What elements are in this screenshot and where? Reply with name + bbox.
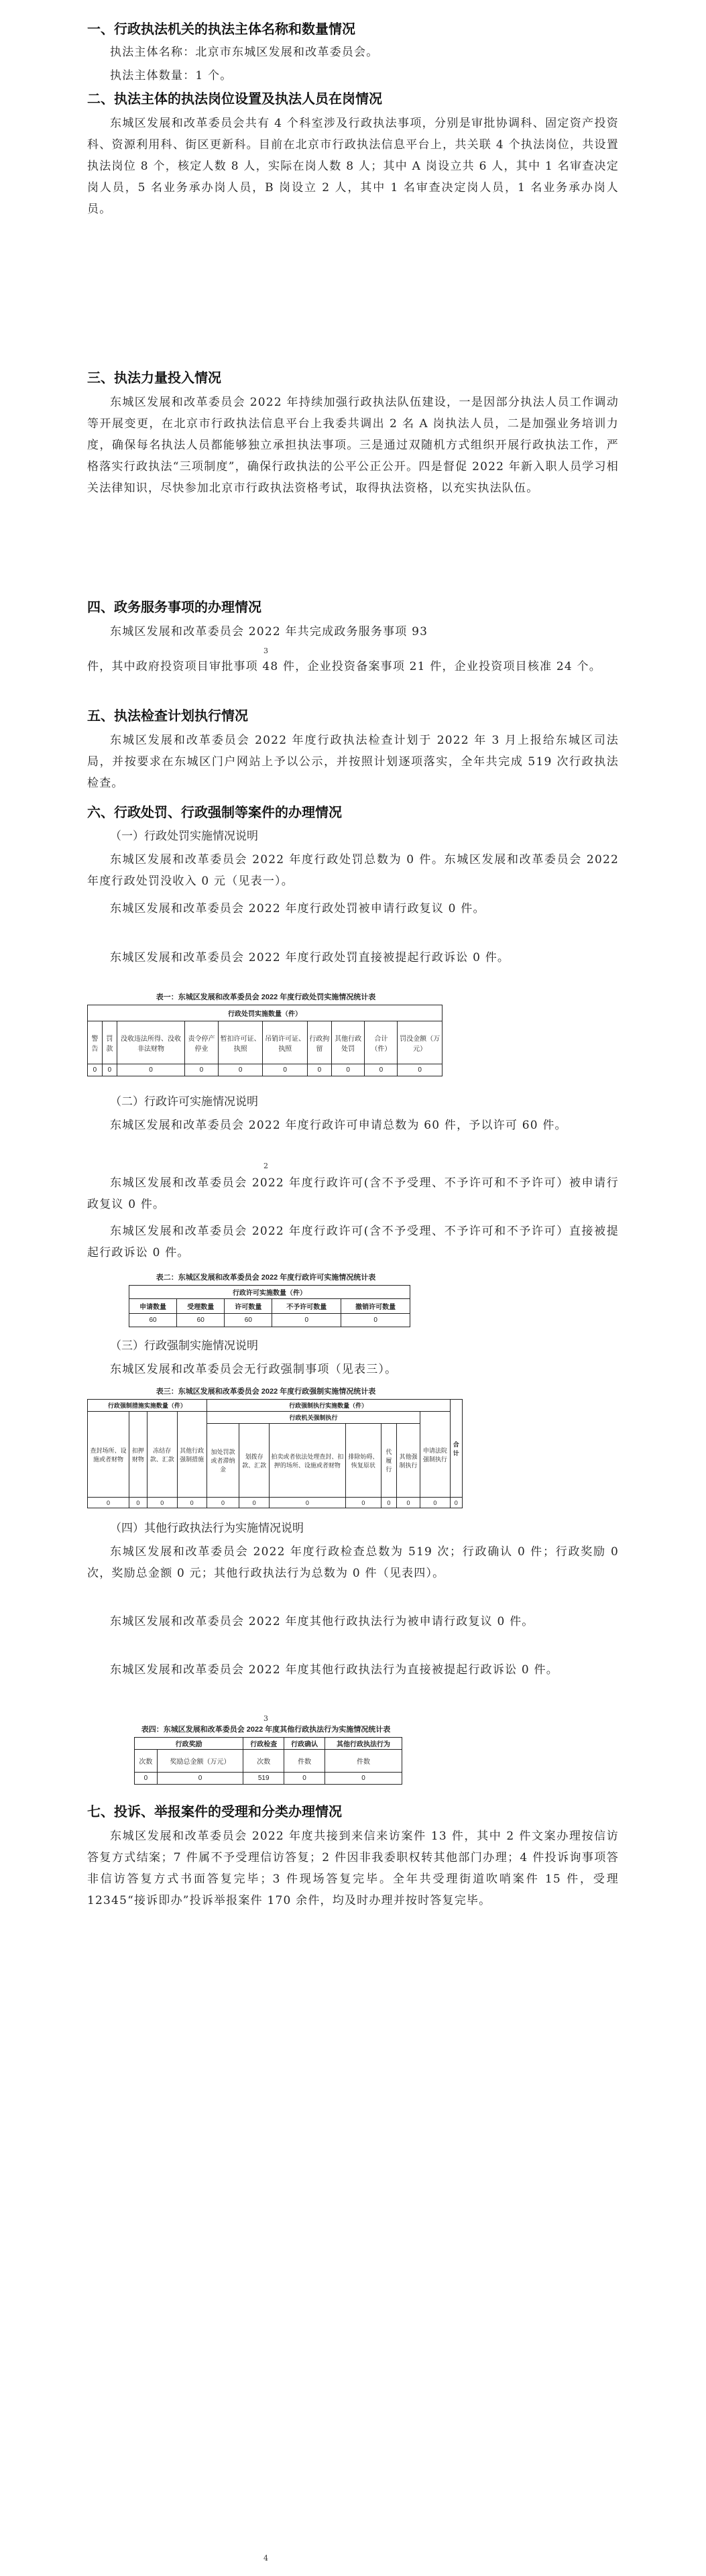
table-3-total-header: 合计 — [450, 1400, 462, 1498]
section-6-heading: 六、行政处罚、行政强制等案件的办理情况 — [87, 804, 342, 820]
table-3-cell: 0 — [207, 1498, 239, 1508]
table-1-cell: 0 — [88, 1064, 103, 1076]
table-1-col-header: 合计（件） — [365, 1021, 398, 1064]
table-2-cell: 60 — [129, 1314, 177, 1327]
table-4-subheader: 奖励总金额（万元） — [157, 1750, 243, 1773]
table-3-cell: 0 — [450, 1498, 462, 1508]
section-6-paragraph-10: 东城区发展和改革委员会 2022 年度其他行政执法行为直接被提起行政诉讼 0 件。 — [110, 1663, 558, 1677]
table-3-apply-header: 申请法院强制执行 — [420, 1412, 450, 1498]
table-4-subheader: 次数 — [243, 1750, 284, 1773]
table-1-caption: 表一：东城区发展和改革委员会 2022 年度行政处罚实施情况统计表 — [156, 993, 376, 1001]
table-2-group-header: 行政许可实施数量（件） — [129, 1286, 410, 1299]
table-1-cell: 0 — [307, 1064, 331, 1076]
table-1-col-header: 没收违法所得、没收非法财物 — [117, 1021, 184, 1064]
table-2-cell: 60 — [177, 1314, 225, 1327]
table-3-col-header: 加处罚款或者滞纳金 — [207, 1424, 239, 1498]
section-6-paragraph-9: 东城区发展和改革委员会 2022 年度其他行政执法行为被申请行政复议 0 件。 — [110, 1615, 534, 1628]
table-4-other — [134, 1737, 402, 1785]
section-6-paragraph-3: 东城区发展和改革委员会 2022 年度行政处罚直接被提起行政诉讼 0 件。 — [110, 951, 510, 964]
table-3-col-header: 扣押财物 — [129, 1412, 147, 1498]
section-4-paragraph-1: 东城区发展和改革委员会 2022 年共完成政务服务事项 93 — [110, 625, 428, 638]
table-3-col-header: 划拨存款、汇款 — [239, 1424, 270, 1498]
table-1-col-header: 罚没金额（万元） — [398, 1021, 443, 1064]
table-2-caption: 表二：东城区发展和改革委员会 2022 年度行政许可实施情况统计表 — [156, 1274, 376, 1282]
section-1-paragraph-2: 执法主体数量：1 个。 — [110, 69, 233, 82]
table-3-col-header: 排除妨碍、恢复原状 — [345, 1424, 381, 1498]
section-2-paragraph-1: 东城区发展和改革委员会共有 4 个科室涉及行政执法事项，分别是审批协调科、固定资产投资科、资源利用科、街区更新科。目前在北京市行政执法信息平台上，共关联 4 个执法岗位，共设置执法岗位 8 个，核定人数 8 人，实际在岗人数 8 人；其中 A 岗设立共 6 人，其中 1 名审查决定岗人员，5 名业务承办岗人员，B 岗设立 2 人，其中 1 名审查决定岗人员，1 名业务承办岗人员。 — [87, 117, 619, 216]
table-1-cell: 0 — [331, 1064, 365, 1076]
table-3-cell: 0 — [269, 1498, 345, 1508]
table-1-cell: 0 — [185, 1064, 219, 1076]
table-1-cell: 0 — [218, 1064, 263, 1076]
table-4-subheader: 次数 — [135, 1750, 158, 1773]
table-3-col-header: 查封场所、设施或者财物 — [88, 1412, 129, 1498]
table-2-cell: 0 — [272, 1314, 341, 1327]
table-1-col-header: 其他行政处罚 — [331, 1021, 365, 1064]
table-3-group-b: 行政强制执行实施数量（件） — [207, 1400, 450, 1412]
subsection-penalty-title: （一）行政处罚实施情况说明 — [110, 830, 258, 843]
table-4-caption: 表四：东城区发展和改革委员会 2022 年度其他行政执法行为实施情况统计表 — [141, 1726, 391, 1734]
table-3-cell: 0 — [177, 1498, 207, 1508]
page-number: 2 — [263, 1162, 268, 1170]
section-6-paragraph-6: 东城区发展和改革委员会 2022 年度行政许可(含不予受理、不予许可和不予许可）直接被提起行政诉讼 0 件。 — [87, 1225, 619, 1259]
table-4-cell: 0 — [325, 1773, 402, 1785]
table-2-col-header: 申请数量 — [129, 1299, 177, 1314]
page-number: 3 — [263, 1714, 268, 1723]
table-2-cell: 0 — [341, 1314, 410, 1327]
section-6-paragraph-4: 东城区发展和改革委员会 2022 年度行政许可申请总数为 60 件，予以许可 60 件。 — [110, 1119, 567, 1132]
section-1-paragraph-1: 执法主体名称：北京市东城区发展和改革委员会。 — [110, 46, 379, 59]
table-4-cell: 519 — [243, 1773, 284, 1785]
table-3-col-header: 其他强制执行 — [396, 1424, 420, 1498]
table-2-col-header: 不予许可数量 — [272, 1299, 341, 1314]
section-5-heading: 五、执法检查计划执行情况 — [87, 708, 248, 724]
table-3-caption: 表三：东城区发展和改革委员会 2022 年度行政强制实施情况统计表 — [156, 1388, 376, 1396]
table-3-col-header: 拍卖或者依法处理查封、扣押的场所、设施或者财物 — [269, 1424, 345, 1498]
table-4-subheader: 件数 — [325, 1750, 402, 1773]
table-1-col-header: 行政拘留 — [307, 1021, 331, 1064]
table-2-col-header: 受理数量 — [177, 1299, 225, 1314]
table-1-col-header: 吊销许可证、执照 — [263, 1021, 308, 1064]
section-2-heading: 二、执法主体的执法岗位设置及执法人员在岗情况 — [87, 91, 382, 107]
table-2-col-header: 撤销许可数量 — [341, 1299, 410, 1314]
table-1-col-header: 责令停产停业 — [185, 1021, 219, 1064]
section-6-paragraph-8: 东城区发展和改革委员会 2022 年度行政检查总数为 519 次；行政确认 0 件；行政奖励 0 次，奖励总金额 0 元；其他行政执法行为总数为 0 件（见表四）。 — [87, 1545, 619, 1580]
table-1-cell: 0 — [117, 1064, 184, 1076]
table-2-col-header: 许可数量 — [225, 1299, 272, 1314]
subsection-license-title: （二）行政许可实施情况说明 — [110, 1095, 258, 1109]
table-3-group-a: 行政强制措施实施数量（件） — [88, 1400, 207, 1412]
table-1-cell: 0 — [102, 1064, 117, 1076]
subsection-enforcement-title: （三）行政强制实施情况说明 — [110, 1339, 258, 1353]
section-6-paragraph-1: 东城区发展和改革委员会 2022 年度行政处罚总数为 0 件。东城区发展和改革委员会 2022 年度行政处罚没收入 0 元（见表一）。 — [87, 853, 619, 888]
table-1-cell: 0 — [263, 1064, 308, 1076]
table-3-cell: 0 — [381, 1498, 397, 1508]
table-1-cell: 0 — [365, 1064, 398, 1076]
table-3-cell: 0 — [420, 1498, 450, 1508]
section-7-paragraph-1: 东城区发展和改革委员会 2022 年度共接到来信来访案件 13 件，其中 2 件文案办理按信访答复方式结案；7 件属不予受理信访答复；2 件因非我委职权转其他部门办理；4 件投诉询事项答非信访答复方式书面答复完毕；3 件现场答复完毕。全年共受理街道吹哨案件 15 件，受理 12345“接诉即办”投诉举报案件 170 余件，均及时办理并按时答复完毕。 — [87, 1830, 619, 1907]
page-number: 4 — [263, 2554, 268, 2563]
table-4-subheader: 件数 — [284, 1750, 325, 1773]
table-4-header-other: 其他行政执法行为 — [325, 1738, 402, 1750]
table-1-penalty — [87, 1005, 443, 1076]
table-4-header-confirm: 行政确认 — [284, 1738, 325, 1750]
section-5-paragraph-1: 东城区发展和改革委员会 2022 年度行政执法检查计划于 2022 年 3 月上报给东城区司法局，并按要求在东城区门户网站上予以公示，并按照计划逐项落实，全年共完成 519 次行政执法检查。 — [87, 734, 619, 790]
section-6-paragraph-7: 东城区发展和改革委员会无行政强制事项（见表三）。 — [110, 1363, 398, 1376]
section-1-heading: 一、行政执法机关的执法主体名称和数量情况 — [87, 21, 355, 37]
table-3-col-header: 代履行 — [381, 1424, 397, 1498]
table-3-cell: 0 — [239, 1498, 270, 1508]
section-6-paragraph-2: 东城区发展和改革委员会 2022 年度行政处罚被申请行政复议 0 件。 — [110, 902, 485, 915]
section-3-heading: 三、执法力量投入情况 — [87, 370, 221, 386]
table-1-col-header: 暂扣许可证、执照 — [218, 1021, 263, 1064]
section-6-paragraph-5: 东城区发展和改革委员会 2022 年度行政许可(含不予受理、不予许可和不予许可）被申请行政复议 0 件。 — [87, 1176, 619, 1211]
table-1-cell: 0 — [398, 1064, 443, 1076]
table-1-group-header: 行政处罚实施数量（件） — [88, 1005, 443, 1021]
table-3-group-b1: 行政机关强制执行 — [207, 1412, 420, 1424]
section-7-heading: 七、投诉、举报案件的受理和分类办理情况 — [87, 1803, 342, 1819]
table-4-header-check: 行政检查 — [243, 1738, 284, 1750]
table-3-cell: 0 — [147, 1498, 177, 1508]
table-4-cell: 0 — [284, 1773, 325, 1785]
section-4-paragraph-2: 件，其中政府投资项目审批事项 48 件，企业投资备案事项 21 件，企业投资项目核准 24 个。 — [87, 660, 601, 673]
table-3-cell: 0 — [396, 1498, 420, 1508]
table-1-col-header: 罚款 — [102, 1021, 117, 1064]
section-3-paragraph-1: 东城区发展和改革委员会 2022 年持续加强行政执法队伍建设，一是因部分执法人员工作调动等开展变更，在北京市行政执法信息平台上我委共调出 2 名 A 岗执法人员，二是加强业务培训力度，确保每名执法人员都能够独立承担执法事项。三是通过双随机方式组织开展行政执法工作，严格落实行政执法“三项制度”，确保行政执法的公平公正公开。四是督促 2022 年新入职人员学习相关法律知识，尽快参加北京市行政执法资格考试，取得执法资格，以充实执法队伍。 — [87, 396, 619, 495]
table-2-license — [129, 1285, 410, 1327]
table-3-cell: 0 — [88, 1498, 129, 1508]
table-3-cell: 0 — [345, 1498, 381, 1508]
table-2-cell: 60 — [225, 1314, 272, 1327]
section-4-heading: 四、政务服务事项的办理情况 — [87, 599, 261, 615]
page-number: 3 — [263, 647, 268, 655]
table-4-cell: 0 — [157, 1773, 243, 1785]
subsection-other-title: （四）其他行政执法行为实施情况说明 — [110, 1522, 304, 1535]
table-3-enforcement — [87, 1399, 463, 1508]
table-1-col-header: 警告 — [88, 1021, 103, 1064]
table-3-cell: 0 — [129, 1498, 147, 1508]
table-4-cell: 0 — [135, 1773, 158, 1785]
table-3-col-header: 冻结存款、汇款 — [147, 1412, 177, 1498]
table-3-col-header: 其他行政强制措施 — [177, 1412, 207, 1498]
table-4-header-reward: 行政奖励 — [135, 1738, 243, 1750]
